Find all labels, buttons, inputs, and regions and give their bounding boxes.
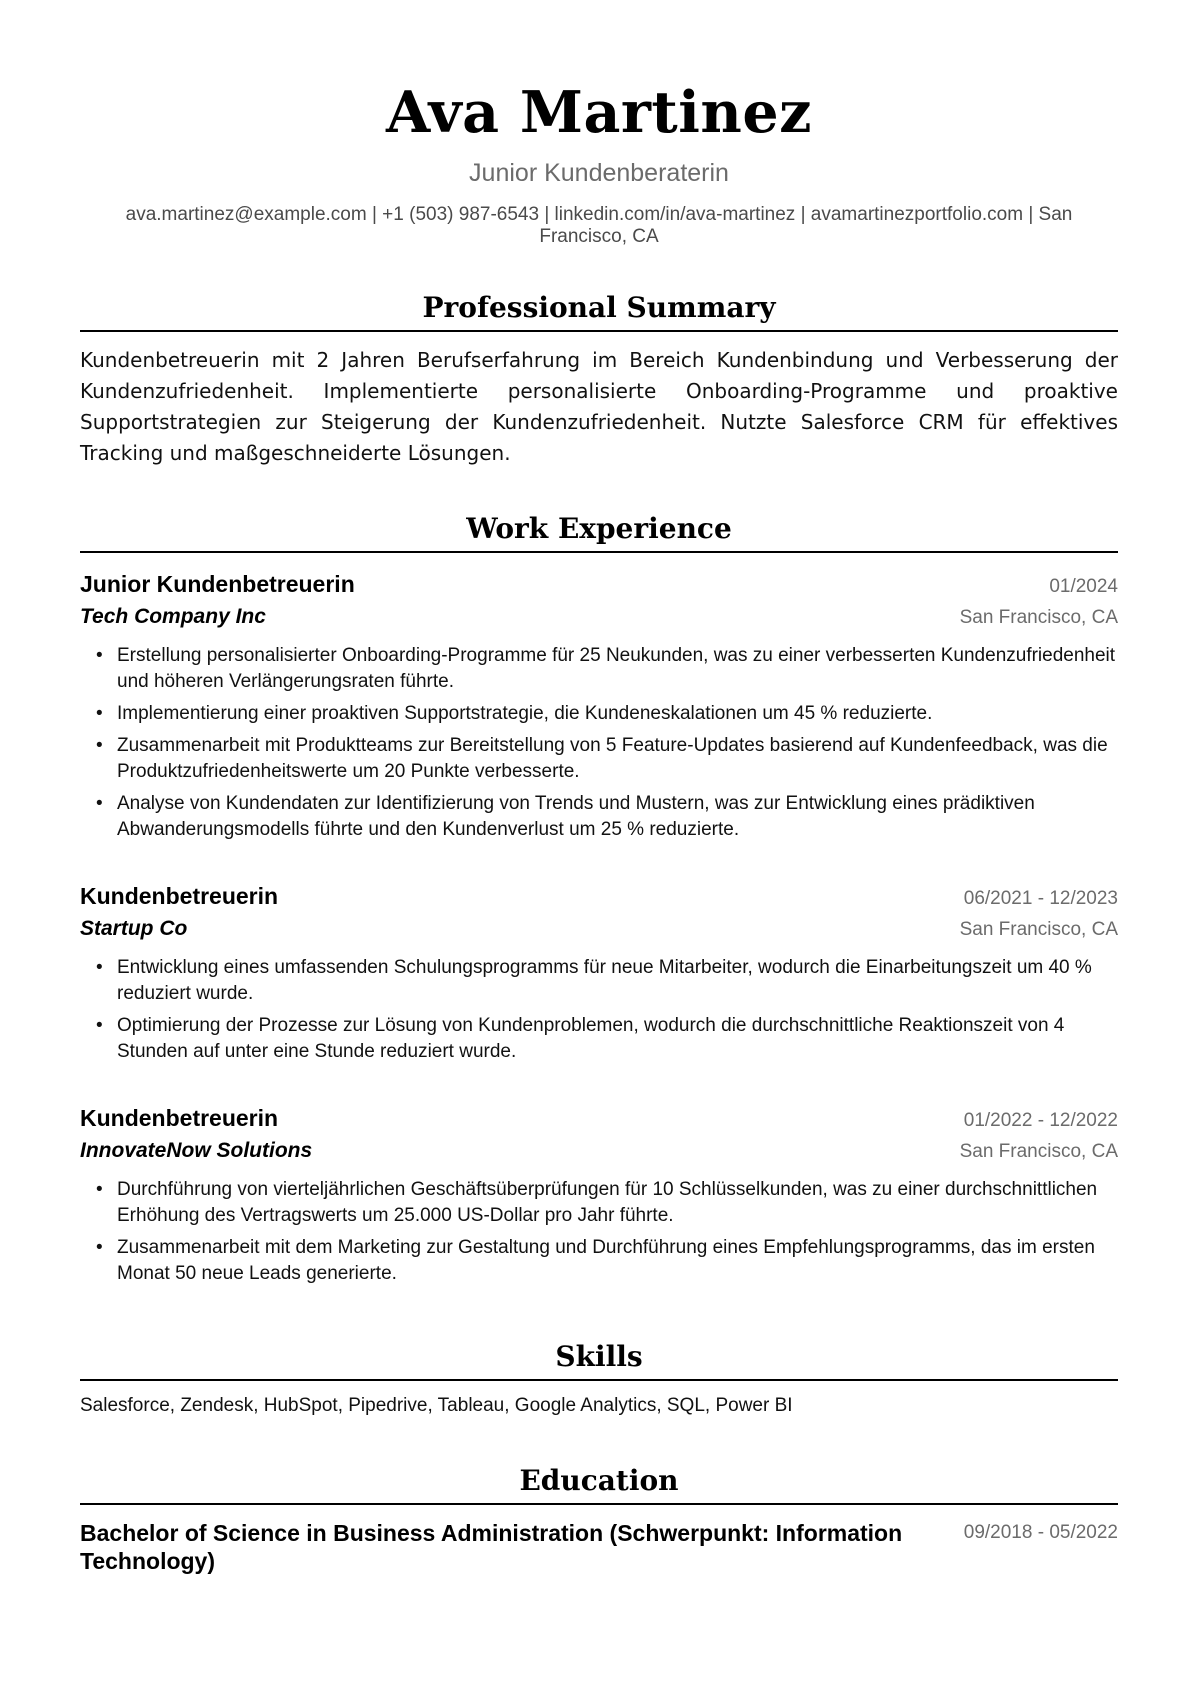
summary-heading: Professional Summary — [80, 290, 1118, 332]
job-location: San Francisco, CA — [959, 919, 1118, 940]
job-date: 01/2022 - 12/2022 — [963, 1110, 1118, 1131]
bullet-item: • Durchführung von vierteljährlichen Geschäftsüberprüfungen für 10 Schlüsselkunden, was zu einer durchschnittlichen Erhöhung des Vertragswerts um 25.000 US-Dollar pro Jahr führte. — [80, 1177, 1118, 1229]
job-entry — [80, 881, 1118, 1065]
resume-page — [80, 80, 1118, 1575]
job-location: San Francisco, CA — [959, 607, 1118, 628]
job-location: San Francisco, CA — [959, 1141, 1118, 1162]
job-bullets — [80, 643, 1118, 843]
skills-list: Salesforce, Zendesk, HubSpot, Pipedrive, Tableau, Google Analytics, SQL, Power BI — [80, 1395, 793, 1416]
bullet-item: • Implementierung einer proaktiven Supportstrategie, die Kundeneskalationen um 45 % reduzierte. — [80, 701, 1118, 727]
job-company: InnovateNow Solutions — [80, 1139, 313, 1162]
bullet-item: • Entwicklung eines umfassenden Schulungsprogramms für neue Mitarbeiter, wodurch die Einarbeitungszeit um 40 % reduziert wurde. — [80, 955, 1118, 1007]
bullet-item: • Analyse von Kundendaten zur Identifizierung von Trends und Mustern, was zur Entwicklung eines prädiktiven Abwanderungsmodells führte und den Kundenverlust um 25 % reduzierte. — [80, 791, 1118, 843]
job-entry — [80, 1103, 1118, 1287]
experience-section — [80, 511, 1118, 1287]
job-title: Kundenbetreuerin — [80, 1105, 279, 1131]
summary-text: Kundenbetreuerin mit 2 Jahren Berufserfahrung im Bereich Kundenbindung und Verbesserung der Kundenzufriedenheit. Implementierte personalisierte Onboarding-Programme und proaktive Supportstrategien zur Steigerung der Kundenzufriedenheit. Nutzte Salesforce CRM für effektives Tracking und maßgeschneiderte Lösungen. — [80, 348, 1118, 465]
job-bullets — [80, 955, 1118, 1065]
experience-heading: Work Experience — [80, 511, 1118, 553]
job-title: Kundenbetreuerin — [80, 883, 279, 909]
bullet-item: • Zusammenarbeit mit dem Marketing zur Gestaltung und Durchführung eines Empfehlungsprogramms, das im ersten Monat 50 neue Leads generierte. — [80, 1235, 1118, 1287]
job-title: Junior Kundenbetreuerin — [80, 571, 355, 597]
bullet-item: • Optimierung der Prozesse zur Lösung von Kundenproblemen, wodurch die durchschnittliche Reaktionszeit von 4 Stunden auf unter eine Stunde reduziert wurde. — [80, 1013, 1118, 1065]
education-date: 09/2018 - 05/2022 — [963, 1522, 1118, 1543]
job-company: Tech Company Inc — [80, 605, 266, 628]
job-entry — [80, 569, 1118, 843]
job-company: Startup Co — [80, 917, 188, 940]
contact-line: ava.martinez@example.com | +1 (503) 987-6543 | linkedin.com/in/ava-martinez | avamartinezportfolio.com | San Francisco, CA — [125, 204, 1073, 247]
candidate-role: Junior Kundenberaterin — [469, 159, 729, 187]
education-heading: Education — [80, 1463, 1118, 1505]
education-section — [80, 1463, 1118, 1575]
skills-heading: Skills — [80, 1339, 1118, 1381]
bullet-item: • Erstellung personalisierter Onboarding-Programme für 25 Neukunden, was zu einer verbesserten Kundenzufriedenheit und höheren Verlängerungsraten führte. — [80, 643, 1118, 695]
job-date: 06/2021 - 12/2023 — [963, 888, 1118, 909]
skills-section — [80, 1339, 1118, 1419]
summary-section — [80, 290, 1118, 469]
bullet-item: • Zusammenarbeit mit Produktteams zur Bereitstellung von 5 Feature-Updates basierend auf Kundenfeedback, was die Produktzufriedenheitswerte um 20 Punkte verbesserte. — [80, 733, 1118, 785]
education-entry — [80, 1519, 1118, 1575]
job-date: 01/2024 — [1049, 576, 1118, 597]
education-degree: Bachelor of Science in Business Administration (Schwerpunkt: Information Technology) — [80, 1520, 903, 1574]
job-bullets — [80, 1177, 1118, 1287]
candidate-name: Ava Martinez — [386, 79, 812, 146]
